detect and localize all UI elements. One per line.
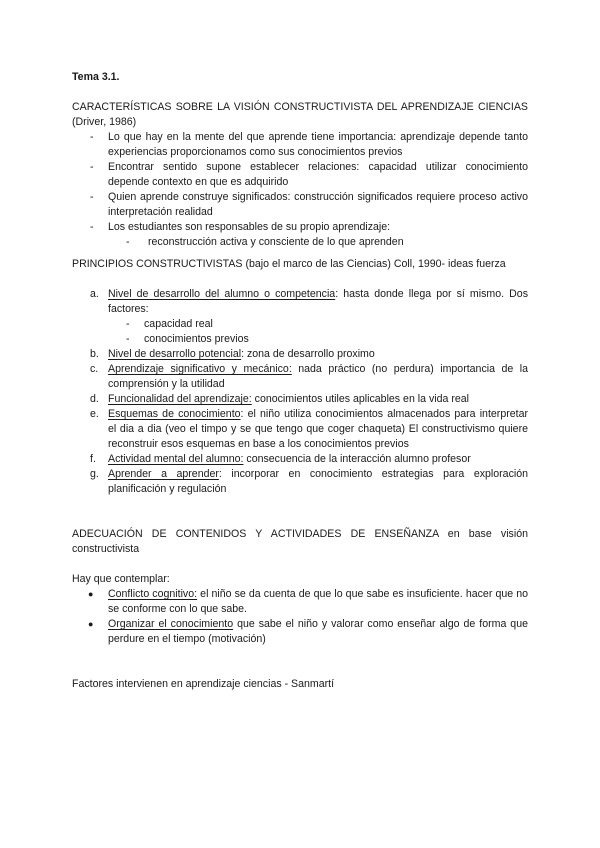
factors-sublist [108, 317, 528, 347]
list-marker: f. [90, 453, 96, 465]
section-heading: ADECUACIÓN DE CONTENIDOS Y ACTIVIDADES DE ENSEÑANZA en base visión constructivista [72, 528, 528, 555]
list-marker: e. [90, 408, 99, 420]
list-item: g. Aprender a aprender: incorporar en conocimiento estrategias para exploración planificación y regulación [90, 468, 529, 495]
list-item: - Los estudiantes son responsables de su propio aprendizaje: [90, 221, 391, 233]
list-marker: b. [90, 348, 99, 360]
list-item: - reconstrucción activa y consciente de lo que aprenden [126, 236, 404, 248]
adequacy-list [72, 587, 528, 647]
bullet-icon: ● [88, 619, 94, 629]
dash-marker: - [90, 221, 94, 233]
list-item: - conocimientos previos [126, 333, 249, 345]
term: Funcionalidad del aprendizaje: [108, 393, 252, 405]
list-item: - Encontrar sentido supone establecer relaciones: capacidad utilizar conocimiento depende contexto en que es adquirido [90, 161, 528, 188]
closing-line: Factores intervienen en aprendizaje ciencias - Sanmartí [72, 678, 335, 690]
intro-text: Hay que contemplar: [72, 573, 170, 585]
list-item: b. Nivel de desarrollo potencial: zona de desarrollo proximo [90, 348, 375, 360]
list-item: f. Actividad mental del alumno: consecuencia de la interacción alumno profesor [90, 453, 471, 465]
section-principles [72, 257, 528, 497]
list-item: a. Nivel de desarrollo del alumno o competencia: hasta donde llega por sí mismo. Dos factores: - capacidad real - conocimientos previos [90, 288, 528, 345]
dash-marker: - [126, 333, 130, 345]
list-marker: g. [90, 468, 99, 480]
list-item: - capacidad real [126, 318, 213, 330]
list-marker: d. [90, 393, 99, 405]
document-page [72, 70, 528, 703]
term: Conflicto cognitivo: [108, 588, 198, 600]
characteristics-list [72, 130, 528, 235]
dash-marker: - [126, 236, 130, 248]
dash-marker: - [90, 131, 94, 143]
list-item: c. Aprendizaje significativo y mecánico: nada práctico (no perdura) importancia de la comprensión y la utilidad [90, 363, 528, 390]
list-item: ● Conflicto cognitivo: el niño se da cuenta de que lo que sabe es insuficiente. hacer que no se conforme con lo que sabe. [88, 588, 528, 615]
list-item: d. Funcionalidad del aprendizaje: conocimientos utiles aplicables en la vida real [90, 393, 470, 405]
section-heading: PRINCIPIOS CONSTRUCTIVISTAS (bajo el marco de las Ciencias) Coll, 1990- ideas fuerza [72, 258, 506, 270]
bullet-icon: ● [88, 589, 94, 599]
term: Esquemas de conocimiento [108, 408, 241, 420]
list-item: ● Organizar el conocimiento que sabe el niño y valorar como enseñar algo de forma que perdure en el tiempo (motivación) [88, 618, 528, 645]
term: Aprendizaje significativo y mecánico: [108, 363, 292, 375]
section-adequacy [72, 527, 528, 647]
list-marker: c. [90, 363, 99, 375]
term: Aprender a aprender [108, 468, 219, 480]
dash-marker: - [90, 161, 94, 173]
section-heading: CARACTERÍSTICAS SOBRE LA VISIÓN CONSTRUCTIVISTA DEL APRENDIZAJE CIENCIAS (Driver, 1986) [72, 101, 528, 128]
dash-marker: - [126, 318, 130, 330]
dash-marker: - [90, 191, 94, 203]
list-item: - Quien aprende construye significados: construcción significados requiere proceso activo interpretación realidad [90, 191, 528, 218]
principles-list [72, 287, 528, 497]
document-title: Tema 3.1. [72, 71, 120, 83]
list-item: - Lo que hay en la mente del que aprende tiene importancia: aprendizaje depende tanto experiencias proporcionamos como sus conocimientos previos [90, 131, 528, 158]
list-marker: a. [90, 288, 99, 300]
term: Organizar el conocimiento [108, 618, 234, 630]
characteristics-sublist [72, 235, 528, 250]
term: Nivel de desarrollo del alumno o competencia [108, 288, 336, 300]
section-characteristics [72, 100, 528, 250]
list-item: e. Esquemas de conocimiento: el niño utiliza conocimientos almacenados para interpretar el dia a dia (veo el timpo y se que tengo que coger chaqueta) El constructivismo quiere reconstruir esos esquemas en base a los conocimientos previos [90, 408, 528, 450]
term: Actividad mental del alumno: [108, 453, 244, 465]
term: Nivel de desarrollo potencial [108, 348, 242, 360]
